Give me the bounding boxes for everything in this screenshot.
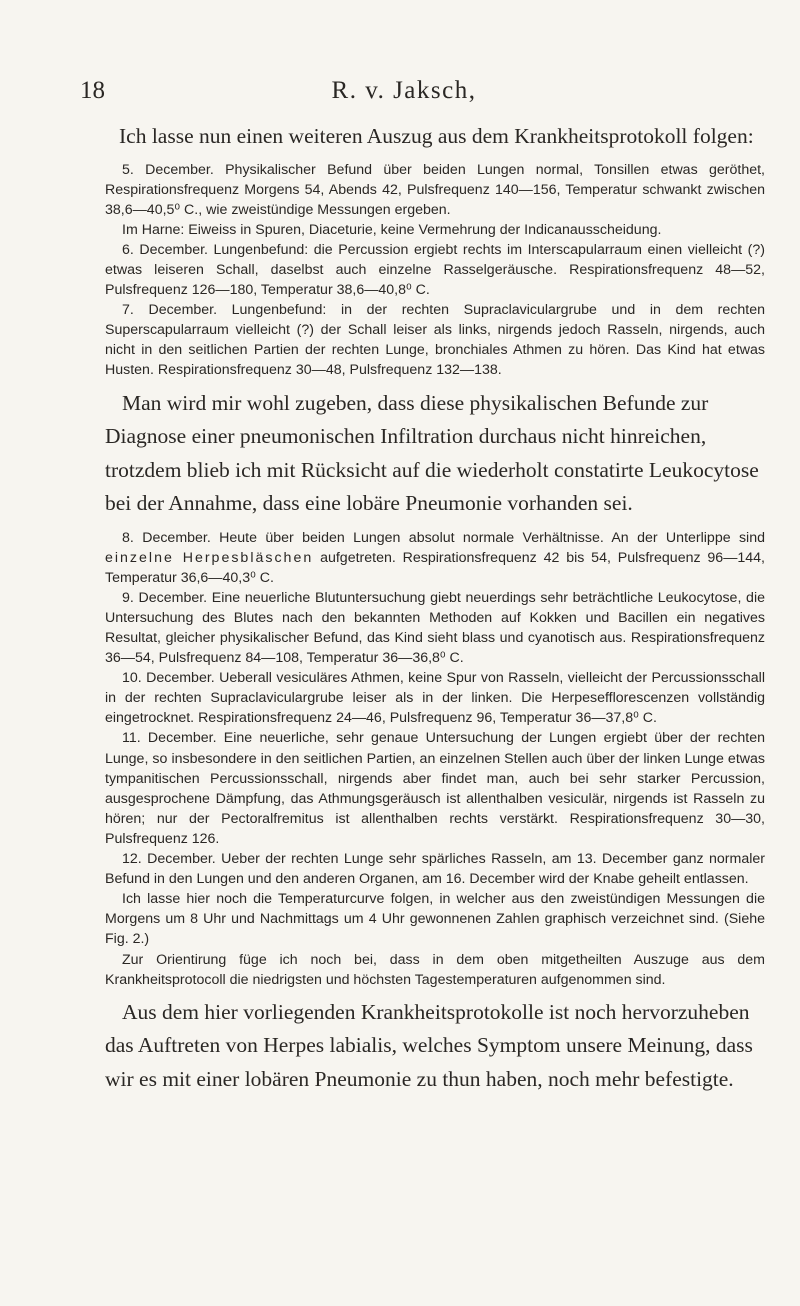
protocol-entry-10-december: 10. December. Ueberall vesiculäres Athmen, keine Spur von Rasseln, vielleicht der Percussionsschall in der rechten Supraclaviculargrube leiser als in der linken. Die Herpesefflorescenzen vollständig eingetrocknet. Respirationsfrequenz 24—46, Pulsfrequenz 96, Temperatur 36—37,8⁰ C. [105, 670, 765, 727]
body-paragraph-herpes: Aus dem hier vorliegenden Krankheitsprotokolle ist noch hervorzuheben das Auftreten von Herpes labialis, welches Symptom unsere Meinung, dass wir es mit einer lobären Pneumonie zu thun haben, noch mehr befestigte. [105, 999, 753, 1091]
intro-line: Ich lasse nun einen weiteren Auszug aus dem Krankheitsprotokoll folgen: [119, 124, 754, 148]
page-number: 18 [80, 77, 105, 104]
page-body [105, 120, 765, 1103]
entry-8-text-end: aufgetreten. Respirationsfrequenz 42 bis 54, Pulsfrequenz 96—144, Temperatur 36,6—40,3⁰ C. [105, 549, 765, 586]
entry-8-text-start: 8. December. Heute über beiden Lungen absolut normale Verhältnisse. An der Unterlippe sind [122, 529, 765, 546]
temperature-curve-note: Ich lasse hier noch die Temperaturcurve folgen, in welcher aus den zweistündigen Messungen die Morgens um 8 Uhr und Nachmittags um 4 Uhr gewonnenen Zahlen graphisch verzeichnet sind. (Siehe Fig. 2.) [105, 891, 765, 948]
running-title: R. v. Jaksch, [331, 77, 477, 104]
protocol-entry-7-december: 7. December. Lungenbefund: in der rechten Supraclaviculargrube und in dem rechten Superscapularraum vielleicht (?) der Schall leiser als links, nirgends jedoch Rasseln, nirgends, auch nicht in den seitlichen Partien der rechten Lunge, bronchiales Athmen zu hören. Das Kind hat etwas Husten. Respirationsfrequenz 30—48, Pulsfrequenz 132—138. [105, 302, 765, 379]
protocol-entry-11-december: 11. December. Eine neuerliche, sehr genaue Untersuchung der Lungen ergiebt über der rechten Lunge, so insbesondere in den seitlichen Partien, an einzelnen Stellen auch über der linken Lunge etwas tympanitischen Percussionsschall, nirgends aber findet man, auch bei sehr starker Percussion, ausgesprochene Dämpfung, das Athmungsgeräusch ist allenthalben vesiculär, nirgends ist Rasseln zu hören; nur der Pectoralfremitus ist allenthalben rechts verstärkt. Respirationsfrequenz 30—30, Pulsfrequenz 126. [105, 730, 765, 847]
protocol-entry-5-december: 5. December. Physikalischer Befund über beiden Lungen normal, Tonsillen etwas geröthet, Respirationsfrequenz Morgens 54, Abends 42, Pulsfrequenz 140—156, Temperatur schwankt zwischen 38,6—40,5⁰ C., wie zweistündige Messungen ergeben. [105, 161, 765, 218]
protocol-entry-6-december: 6. December. Lungenbefund: die Percussion ergiebt rechts im Interscapularraum einen vielleicht (?) etwas leiseren Schall, daselbst auch einzelne Rasselgeräusche. Respirationsfrequenz 48—52, Pulsfrequenz 126—180, Temperatur 38,6—40,8⁰ C. [105, 241, 765, 299]
running-head [80, 74, 728, 108]
protocol-entry-9-december: 9. December. Eine neuerliche Blutuntersuchung giebt neuerdings sehr beträchtliche Leukocytose, die Untersuchung des Blutes nach den bekannten Methoden auf Kokken und Bacillen ein negatives Resultat, gleicher physikalischer Befund, das Kind sieht blass und cyanotisch aus. Respirationsfrequenz 36—54, Pulsfrequenz 84—108, Temperatur 36—36,8⁰ C. [105, 589, 765, 667]
body-paragraph-diagnosis: Man wird mir wohl zugeben, dass diese physikalischen Befunde zur Diagnose einer pneumonischen Infiltration durchaus nicht hinreichen, trotzdem blieb ich mit Rücksicht auf die wiederholt constatirte Leukocytose bei der Annahme, dass eine lobäre Pneumonie vorhanden sei. [105, 390, 759, 516]
orientation-note: Zur Orientirung füge ich noch bei, dass in dem oben mitgetheilten Auszuge aus dem Krankheitsprotocoll die niedrigsten und höchsten Tagestemperaturen aufgenommen sind. [105, 951, 765, 988]
protocol-entry-urine: Im Harne: Eiweiss in Spuren, Diaceturie, keine Vermehrung der Indicanausscheidung. [122, 221, 662, 238]
protocol-entry-12-december: 12. December. Ueber der rechten Lunge sehr spärliches Rasseln, am 13. December ganz normaler Befund in den Lungen und den anderen Organen, am 16. December wird der Knabe geheilt entlassen. [105, 851, 765, 888]
protocol-entry-8-december [105, 528, 765, 588]
entry-8-emphasis: einzelne Herpesbläschen [105, 549, 314, 566]
